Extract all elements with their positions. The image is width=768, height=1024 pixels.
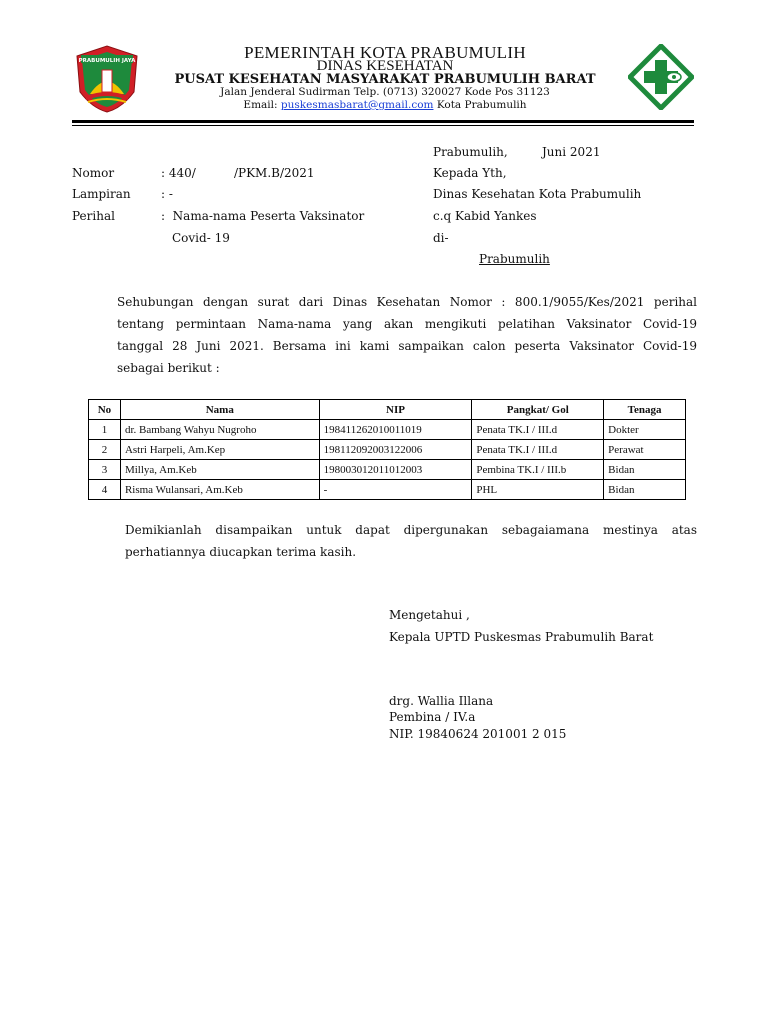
cell-pangkat: Penata TK.I / III.d — [472, 420, 604, 440]
letterhead-rule-thick — [72, 120, 694, 123]
participants-table — [88, 399, 686, 500]
signature-name: drg. Wallia Illana — [389, 694, 494, 708]
header-institution: PUSAT KESEHATAN MASYARAKAT PRABUMULIH BARAT — [174, 72, 596, 87]
email-label: Email: — [243, 99, 278, 111]
recipient-city: Prabumulih — [479, 252, 550, 266]
puskesmas-logo — [628, 44, 694, 110]
cell-nip: 198411262010011019 — [319, 420, 472, 440]
p2-line-1: Demikianlah disampaikan untuk dapat dipergunakan sebagaiamana mestinya atas — [125, 523, 697, 537]
body-paragraph-2 — [125, 519, 697, 563]
email-link[interactable]: puskesmasbarat@gmail.com — [280, 99, 434, 111]
table-row — [89, 440, 686, 460]
perihal-label: Perihal — [72, 209, 115, 223]
cell-tenaga: Perawat — [604, 440, 686, 460]
cell-tenaga: Bidan — [604, 460, 686, 480]
cell-no: 3 — [89, 460, 121, 480]
cell-nip: 198112092003122006 — [319, 440, 472, 460]
lampiran-label: Lampiran — [72, 187, 131, 201]
nomor-label: Nomor — [72, 166, 115, 180]
p1-line-4: sebagai berikut : — [117, 361, 220, 375]
header-address: Jalan Jenderal Sudirman Telp. (0713) 320027 Kode Pos 31123 — [220, 86, 550, 98]
perihal-value-cont: Covid- 19 — [172, 231, 230, 245]
cell-no: 2 — [89, 440, 121, 460]
signature-rank: Pembina / IV.a — [389, 710, 476, 724]
header-government: PEMERINTAH KOTA PRABUMULIH — [244, 43, 526, 62]
signature-title: Kepala UPTD Puskesmas Prabumulih Barat — [389, 630, 654, 644]
cell-nama: Risma Wulansari, Am.Keb — [120, 480, 319, 500]
recipient-office: Dinas Kesehatan Kota Prabumulih — [433, 187, 642, 201]
cell-nip: - — [319, 480, 472, 500]
cell-pangkat: Pembina TK.I / III.b — [472, 460, 604, 480]
perihal-value: : Nama-nama Peserta Vaksinator — [161, 209, 365, 223]
header-department: DINAS KESEHATAN — [316, 58, 454, 74]
cell-nip: 198003012011012003 — [319, 460, 472, 480]
cell-tenaga: Bidan — [604, 480, 686, 500]
col-header-nama: Nama — [120, 400, 319, 420]
email-suffix: Kota Prabumulih — [436, 99, 527, 111]
table-row — [89, 460, 686, 480]
cell-no: 4 — [89, 480, 121, 500]
signature-acknowledged: Mengetahui , — [389, 608, 470, 622]
svg-text:PRABUMULIH JAYA: PRABUMULIH JAYA — [78, 58, 136, 64]
cell-pangkat: PHL — [472, 480, 604, 500]
recipient-greeting: Kepada Yth, — [433, 166, 507, 180]
signature-nip: NIP. 19840624 201001 2 015 — [389, 727, 567, 741]
nomor-value: : 440/ /PKM.B/2021 — [161, 166, 315, 180]
table-header-row — [89, 400, 686, 420]
body-paragraph-1 — [117, 291, 697, 379]
table-row — [89, 420, 686, 440]
col-header-pangkat: Pangkat/ Gol — [472, 400, 604, 420]
cell-nama: dr. Bambang Wahyu Nugroho — [120, 420, 319, 440]
p2-line-2: perhatiannya diucapkan terima kasih. — [125, 545, 357, 559]
col-header-nip: NIP — [319, 400, 472, 420]
city-emblem-logo — [72, 44, 142, 114]
cell-nama: Astri Harpeli, Am.Kep — [120, 440, 319, 460]
p1-line-2: tentang permintaan Nama-nama yang akan mengikuti pelatihan Vaksinator Covid-19 — [117, 317, 697, 331]
place: Prabumulih, — [433, 145, 508, 159]
recipient-attention: c.q Kabid Yankes — [433, 209, 537, 223]
lampiran-value: : - — [161, 187, 173, 201]
p1-line-3: tanggal 28 Juni 2021. Bersama ini kami sampaikan calon peserta Vaksinator Covid-19 — [117, 339, 697, 353]
col-header-no: No — [89, 400, 121, 420]
cell-no: 1 — [89, 420, 121, 440]
cell-pangkat: Penata TK.I / III.d — [472, 440, 604, 460]
p1-line-1: Sehubungan dengan surat dari Dinas Kesehatan Nomor : 800.1/9055/Kes/2021 perihal — [117, 295, 697, 309]
header-email-line — [150, 99, 620, 111]
letterhead-rule-thin — [72, 125, 694, 126]
table-row — [89, 480, 686, 500]
col-header-tenaga: Tenaga — [604, 400, 686, 420]
cell-tenaga: Dokter — [604, 420, 686, 440]
date: Juni 2021 — [542, 145, 601, 159]
cell-nama: Millya, Am.Keb — [120, 460, 319, 480]
recipient-di: di- — [433, 231, 449, 245]
